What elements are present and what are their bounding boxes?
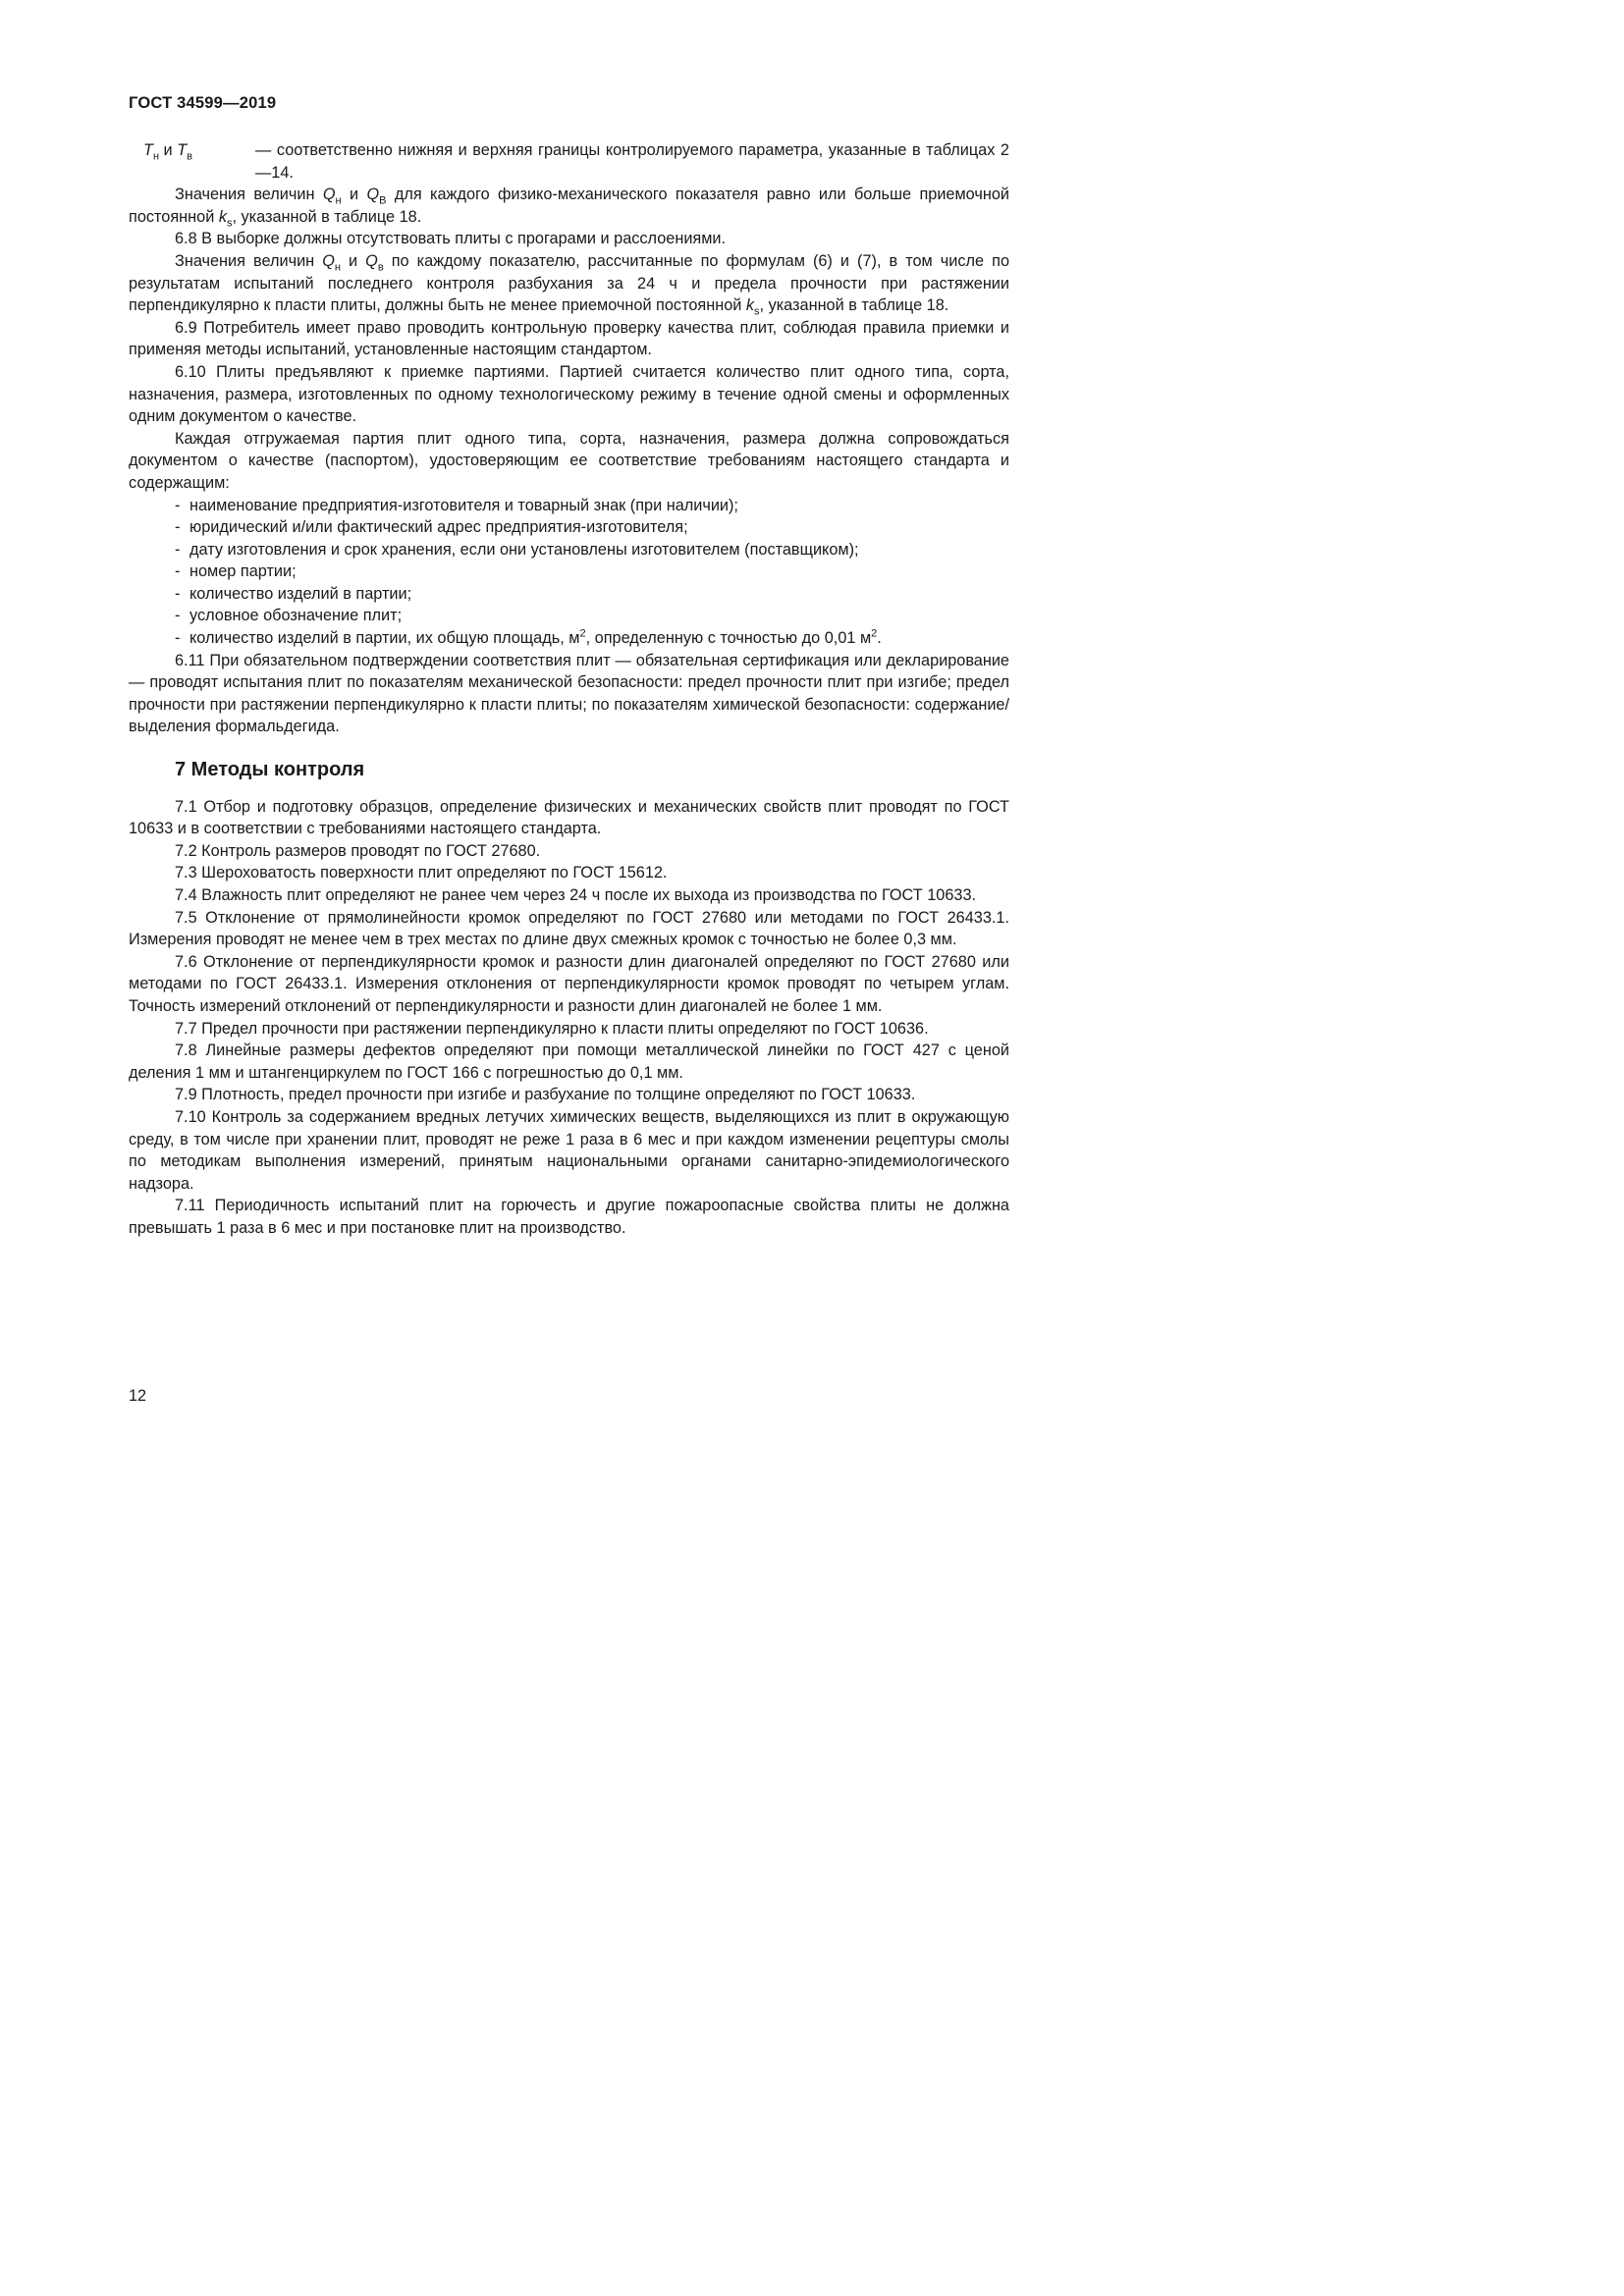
list-item: - дату изготовления и срок хранения, если они установлены изготовителем (поставщиком); [175, 540, 859, 559]
paragraph-6-10: 6.10 Плиты предъявляют к приемке партиями. Партией считается количество плит одного типа, сорта, назначения, размера, изготовленных по одному технологическому режиму в течение одной смены и оформленных одним документом о качестве. [129, 362, 1009, 426]
document-list [129, 495, 1009, 650]
paragraph-q-values: Значения величин $Q_н$ и $Q_В$ для каждого физико-механического показателя равно или больше приемочной постоянной $k_s$, указанной в таблице 18. [129, 186, 1009, 230]
paragraph-7-10: 7.10 Контроль за содержанием вредных летучих химических веществ, выделяющихся из плит в окружающую среду, в том числе при хранении плит, проводят не реже 1 раза в 6 мес и при каждом изменении рецептуры смолы по методикам выполнения измерений, принятым национальными органами санитарно-эпидемиологического надзора. [129, 1107, 1009, 1193]
paragraph-6-8-values: Значения величин $Q_н$ и $Q_в$ по каждому показателю, рассчитанные по формулам (6) и (7), в том числе по результатам испытаний последнего контроля разбухания за 24 ч и предела прочности при растяжении перпендикулярно к пласти плиты, должны быть не менее приемочной постоянной $k_s$, указанной в таблице 18. [129, 251, 1009, 318]
list-item: - номер партии; [175, 562, 297, 581]
paragraph-7-4: 7.4 Влажность плит определяют не ранее чем через 24 ч после их выхода из производства по ГОСТ 10633. [175, 886, 977, 904]
section-heading: 7 Методы контроля [175, 759, 365, 781]
paragraph-7-5: 7.5 Отклонение от прямолинейности кромок определяют по ГОСТ 27680 или методами по ГОСТ 26433.1. Измерения проводят не менее чем в трех местах по длине двух смежных кромок с точностью не более 0,3 мм. [129, 908, 1009, 949]
paragraph-7-2: 7.2 Контроль размеров проводят по ГОСТ 27680. [175, 841, 541, 860]
paragraph-7-7: 7.7 Предел прочности при растяжении перпендикулярно к пласти плиты определяют по ГОСТ 10636. [175, 1019, 929, 1038]
paragraph-7-6: 7.6 Отклонение от перпендикулярности кромок и разности длин диагоналей определяют по ГОСТ 27680 или методами по ГОСТ 26433.1. Измерения отклонения от перпендикулярности кромок проводят по четырем углам. Точность измерений отклонений от перпендикулярности и разности длин диагоналей не более 1 мм. [129, 952, 1009, 1015]
list-item: - юридический и/или фактический адрес предприятия-изготовителя; [175, 518, 688, 537]
paragraph-6-9: 6.9 Потребитель имеет право проводить контрольную проверку качества плит, соблюдая правила приемки и применяя методы испытаний, установленные настоящим стандартом. [129, 318, 1009, 359]
paragraph-7-3: 7.3 Шероховатость поверхности плит определяют по ГОСТ 15612. [175, 864, 668, 882]
paragraph-6-8: 6.8 В выборке должны отсутствовать плиты с прогарами и расслоениями. [175, 230, 727, 248]
paragraph-7-1: 7.1 Отбор и подготовку образцов, определение физических и механических свойств плит проводят по ГОСТ 10633 и в соответствии с требованиями настоящего стандарта. [129, 797, 1009, 838]
definition-text: — соответственно нижняя и верхняя границы контролируемого параметра, указанные в таблицах 2—14. [255, 141, 1009, 182]
definition-t-bounds [129, 139, 1009, 184]
document-body [129, 139, 1009, 1240]
document-header: ГОСТ 34599—2019 [129, 94, 277, 112]
definition-term: $Т_н$ и $Т_в$ [143, 141, 192, 163]
paragraph-6-11: 6.11 При обязательном подтверждении соответствия плит — обязательная сертификация или декларирование — проводят испытания плит по показателям механической безопасности: предел прочности плит при изгибе; предел прочности при растяжении перпендикулярно к пласти плиты; по показателям химической безопасности: содержание/выделения формальдегида. [129, 651, 1009, 736]
document-page [129, 94, 1009, 1240]
list-item: - количество изделий в партии; [175, 584, 412, 603]
list-item: - количество изделий в партии, их общую площадь, $м^2$, определенную с точностью до 0,01 $м^2$. [175, 627, 882, 648]
paragraph-7-8: 7.8 Линейные размеры дефектов определяют при помощи металлической линейки по ГОСТ 427 с ценой деления 1 мм и штангенциркулем по ГОСТ 166 с погрешностью до 0,1 мм. [129, 1041, 1009, 1082]
page-number: 12 [129, 1387, 147, 1405]
paragraph-6-10-batch: Каждая отгружаемая партия плит одного типа, сорта, назначения, размера должна сопровождаться документом о качестве (паспортом), удостоверяющим ее соответствие требованиям настоящего стандарта и содержащим: [129, 429, 1009, 492]
paragraph-7-11: 7.11 Периодичность испытаний плит на горючесть и другие пожароопасные свойства плиты не должна превышать 1 раза в 6 мес и при постановке плит на производство. [129, 1197, 1009, 1237]
list-item: - наименование предприятия-изготовителя и товарный знак (при наличии); [175, 496, 738, 514]
list-item: - условное обозначение плит; [175, 607, 403, 625]
paragraph-7-9: 7.9 Плотность, предел прочности при изгибе и разбухание по толщине определяют по ГОСТ 10633. [175, 1086, 916, 1104]
